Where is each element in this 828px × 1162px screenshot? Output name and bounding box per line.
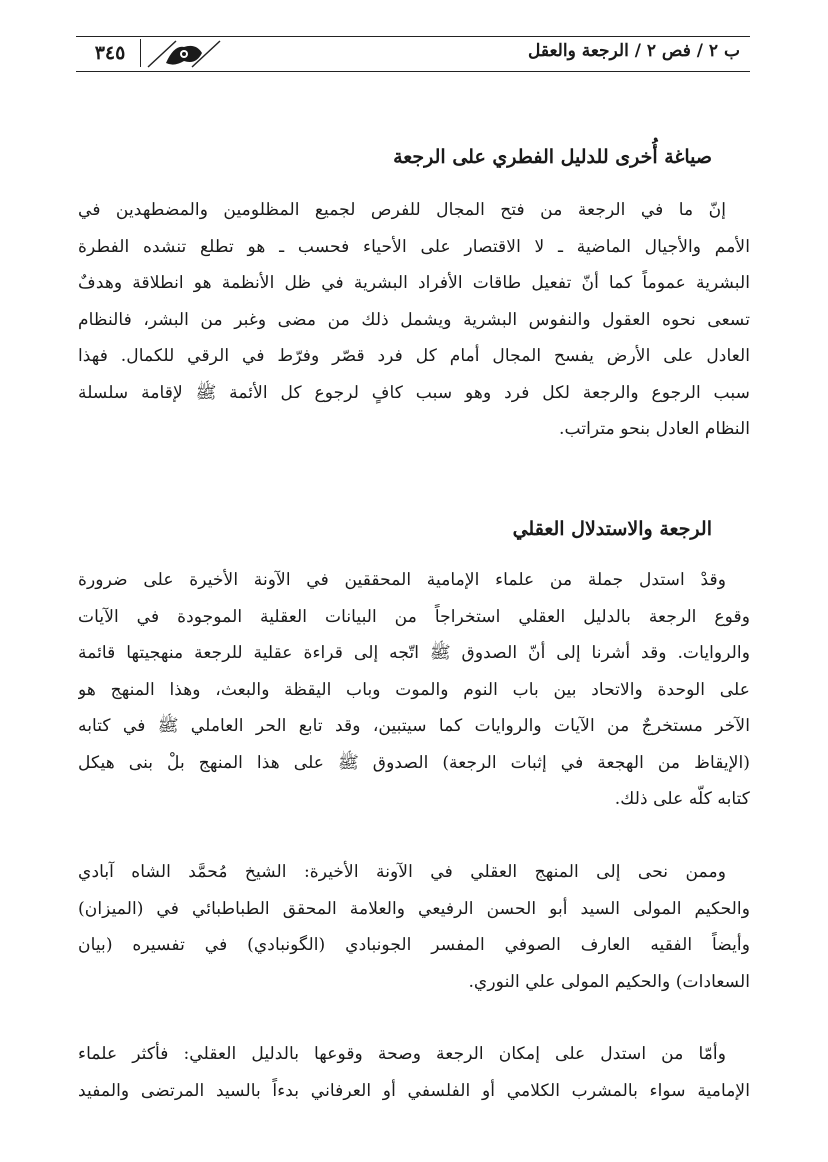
text-line: الإمامية سواء بالمشرب الكلامي أو الفلسفي أو العرفاني بدءاً بالسيد المرتضى والمفيد [78, 1080, 750, 1101]
text-line: (الإيقاظ من الهجعة في إثبات الرجعة) الصدوق ﷺ على هذا المنهج بلْ بنى هيكل [78, 752, 750, 773]
paragraph [78, 854, 750, 1000]
text-line: كتابه كلّه على ذلك. [614, 789, 750, 809]
page-number: ٣٤٥ [80, 39, 141, 67]
paragraph [78, 1036, 750, 1109]
paragraph [78, 192, 750, 448]
section-heading: صياغة أُخرى للدليل الفطري على الرجعة [393, 146, 712, 168]
text-line: والحكيم المولى السيد أبو الحسن الرفيعي والعلامة المحقق الطباطبائي في (الميزان) [78, 898, 750, 919]
text-line: النظام العادل بنحو متراتب. [559, 419, 750, 439]
text-line: الأمم والأجيال الماضية ـ لا الاقتصار على الأحياء فحسب ـ هو تطلع تنشده الفطرة [78, 236, 750, 257]
text-line: سبب الرجوع والرجعة لكل فرد وهو سبب كافٍ لرجوع كل الأئمة ﷺ لإقامة سلسلة [78, 382, 750, 403]
text-line: السعادات) والحكيم المولى علي النوري. [468, 971, 750, 992]
text-line: على الوحدة والاتحاد بين باب النوم والموت وباب اليقظة والبعث، وهذا المنهج هو [78, 679, 750, 700]
text-line: الآخر مستخرجٌ من الآيات والروايات كما سيتبين، وقد تابع الحر العاملي ﷺ في كتابه [78, 716, 750, 736]
text-line: وقوع الرجعة بالدليل العقلي استخراجاً من البيانات العقلية الموجودة في الآيات [78, 606, 750, 627]
text-line: والروايات. وقد أشرنا إلى أنّ الصدوق ﷺ اتّجه إلى قراءة عقلية للرجعة منهجيتها قائمة [78, 643, 750, 663]
text-line: العادل على الأرض يفسح المجال أمام كل فرد قصّر وفرّط في الرقي للكمال. فهذا [78, 346, 750, 366]
floral-ornament-icon [146, 39, 222, 69]
text-line: وأيضاً الفقيه العارف الصوفي المفسر الجونبادي (الگونبادي) في تفسيره (بيان [78, 935, 750, 955]
section-heading: الرجعة والاستدلال العقلي [512, 518, 712, 540]
text-line: إنّ ما في الرجعة من فتح المجال للفرص لجميع المظلومين والمضطهدين في [78, 200, 726, 220]
text-line: وممن نحى إلى المنهج العقلي في الآونة الأخيرة: الشيخ مُحمَّد الشاه آبادي [78, 862, 726, 882]
text-line: تسعى نحوه العقول والنفوس البشرية ويشمل ذلك من مضى وغبر من البشر، فالنظام [78, 309, 750, 330]
text-line: البشرية عموماً كما أنّ تفعيل طاقات الأفراد البشرية في ظل الأنظمة هو انطلاقة وهدفٌ [78, 273, 750, 293]
paragraph [78, 562, 750, 818]
text-line: وقدْ استدل جملة من علماء الإمامية المحققين في الآونة الأخيرة على ضرورة [78, 570, 726, 590]
text-line: وأمّا من استدل على إمكان الرجعة وصحة وقوعها بالدليل العقلي: فأكثر علماء [78, 1044, 726, 1064]
running-title: ب ٢ / فص ٢ / الرجعة والعقل [528, 41, 740, 61]
running-header [76, 36, 750, 72]
